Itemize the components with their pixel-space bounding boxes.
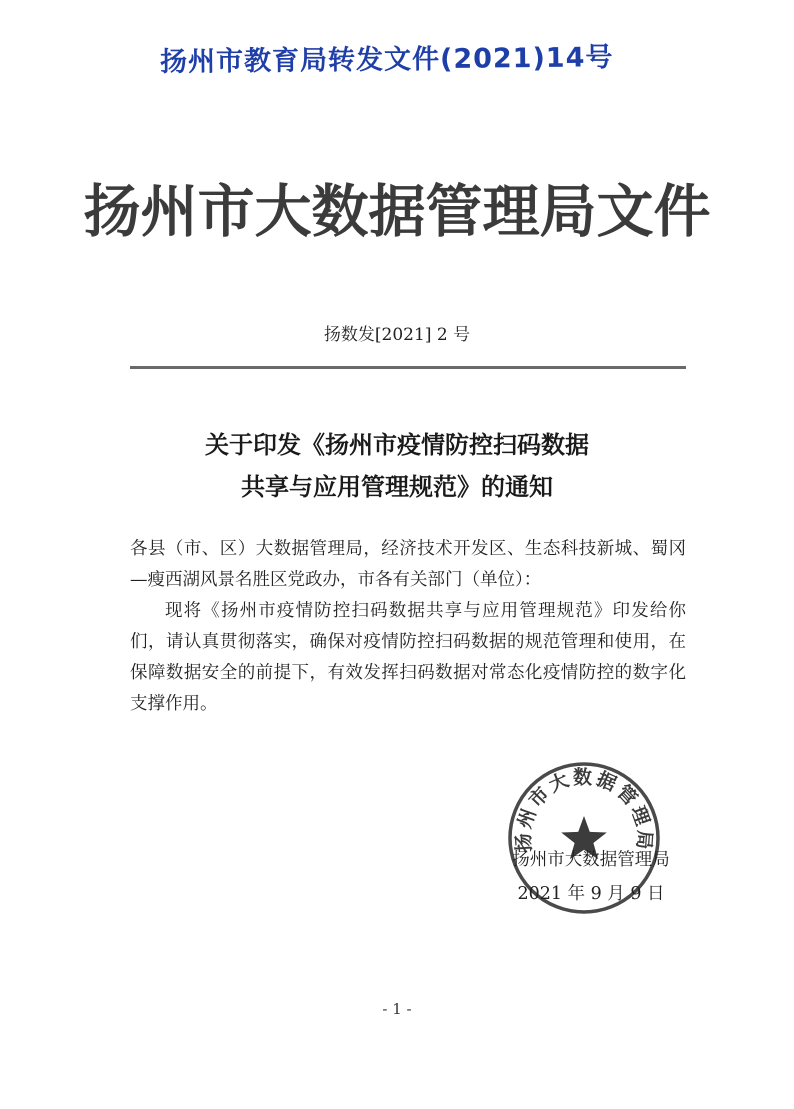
recipients: 各县（市、区）大数据管理局，经济技术开发区、生态科技新城、蜀冈—瘦西湖风景名胜区党政办，市各有关部门（单位）：: [130, 539, 686, 590]
body-paragraph: 现将《扬州市疫情防控扫码数据共享与应用管理规范》印发给你们，请认真贯彻落实，确保对疫情防控扫码数据的规范管理和使用，在保障数据安全的前提下，有效发挥扫码数据对常态化疫情防控的数字化支撑作用。: [130, 601, 686, 714]
notice-title-line-1: 关于印发《扬州市疫情防控扫码数据: [205, 430, 589, 459]
document-header-title: 扬州市大数据管理局文件: [83, 178, 711, 245]
notice-title-line-2: 共享与应用管理规范》的通知: [241, 472, 553, 501]
document-number: 扬数发[2021] 2 号: [323, 325, 471, 345]
receipt-stamp: 扬州市教育局转发文件(2021)14号: [159, 42, 614, 78]
header-divider: [130, 366, 686, 369]
notice-body: [130, 534, 686, 720]
notice-title: [0, 424, 794, 508]
signing-organization: 扬州市大数据管理局: [512, 850, 670, 870]
page-number: - 1 -: [382, 1000, 412, 1018]
signing-date: 2021 年 9 月 9 日: [517, 884, 665, 904]
seal-text: 扬州市大数据管理局: [512, 766, 656, 853]
